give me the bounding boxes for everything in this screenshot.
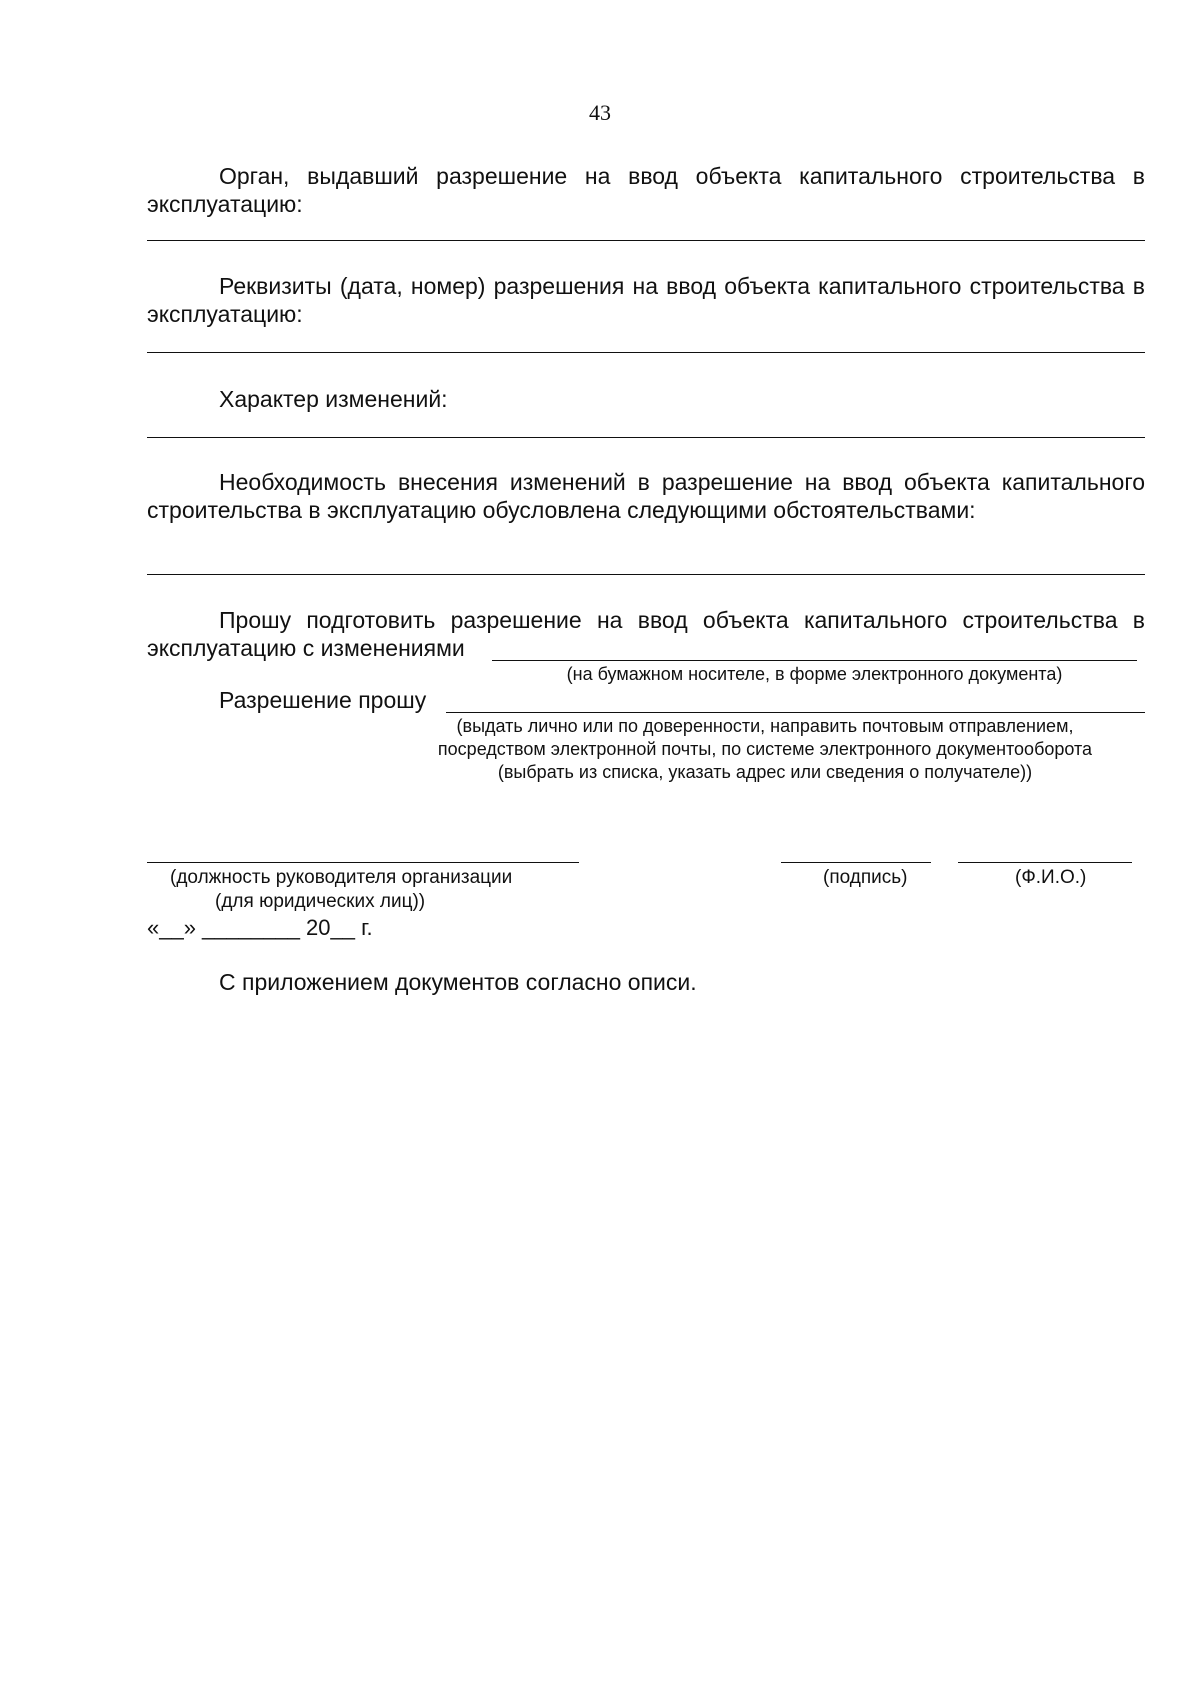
signature-caption: (подпись)	[823, 867, 908, 888]
date-line[interactable]: «__» ________ 20__ г.	[147, 915, 373, 940]
neobkhodimost-fill-line[interactable]	[147, 574, 1145, 575]
kharakter-fill-line[interactable]	[147, 437, 1145, 438]
razreshenie-caption-line2: посредством электронной почты, по системе электронного документооборота	[437, 739, 1093, 759]
proshu-line1: Прошу подготовить разрешение на ввод объекта капитального строительства в	[219, 607, 1145, 633]
position-fill-line[interactable]	[147, 862, 579, 863]
rekvizity-label: Реквизиты (дата, номер) разрешения на ввод объекта капитального строительства в эксплуатацию:	[147, 273, 1145, 327]
page-number: 43	[589, 100, 611, 125]
attachments-note: С приложением документов согласно описи.	[219, 969, 697, 995]
proshu-format-caption: (на бумажном носителе, в форме электронного документа)	[566, 664, 1063, 684]
signature-fill-line[interactable]	[781, 862, 931, 863]
organ-fill-line[interactable]	[147, 240, 1145, 241]
organ-label: Орган, выдавший разрешение на ввод объекта капитального строительства в эксплуатацию:	[147, 163, 1145, 217]
proshu-line2: эксплуатацию с изменениями	[147, 635, 465, 661]
fio-caption: (Ф.И.О.)	[1015, 867, 1087, 888]
proshu-format-fill-line[interactable]	[492, 660, 1137, 661]
neobkhodimost-label: Необходимость внесения изменений в разрешение на ввод объекта капитального строительства в эксплуатацию обусловлена следующими обстоятельствами:	[147, 469, 1145, 523]
razreshenie-label: Разрешение прошу	[219, 687, 427, 713]
razreshenie-caption-line3: (выбрать из списка, указать адрес или сведения о получателе))	[497, 762, 1033, 782]
position-caption-line2: (для юридических лиц))	[215, 891, 426, 912]
position-caption-line1: (должность руководителя организации	[170, 867, 513, 888]
razreshenie-caption-line1: (выдать лично или по доверенности, направить почтовым отправлением,	[456, 716, 1074, 736]
rekvizity-fill-line[interactable]	[147, 352, 1145, 353]
razreshenie-fill-line[interactable]	[446, 712, 1145, 713]
fio-fill-line[interactable]	[958, 862, 1132, 863]
kharakter-label: Характер изменений:	[219, 386, 448, 412]
